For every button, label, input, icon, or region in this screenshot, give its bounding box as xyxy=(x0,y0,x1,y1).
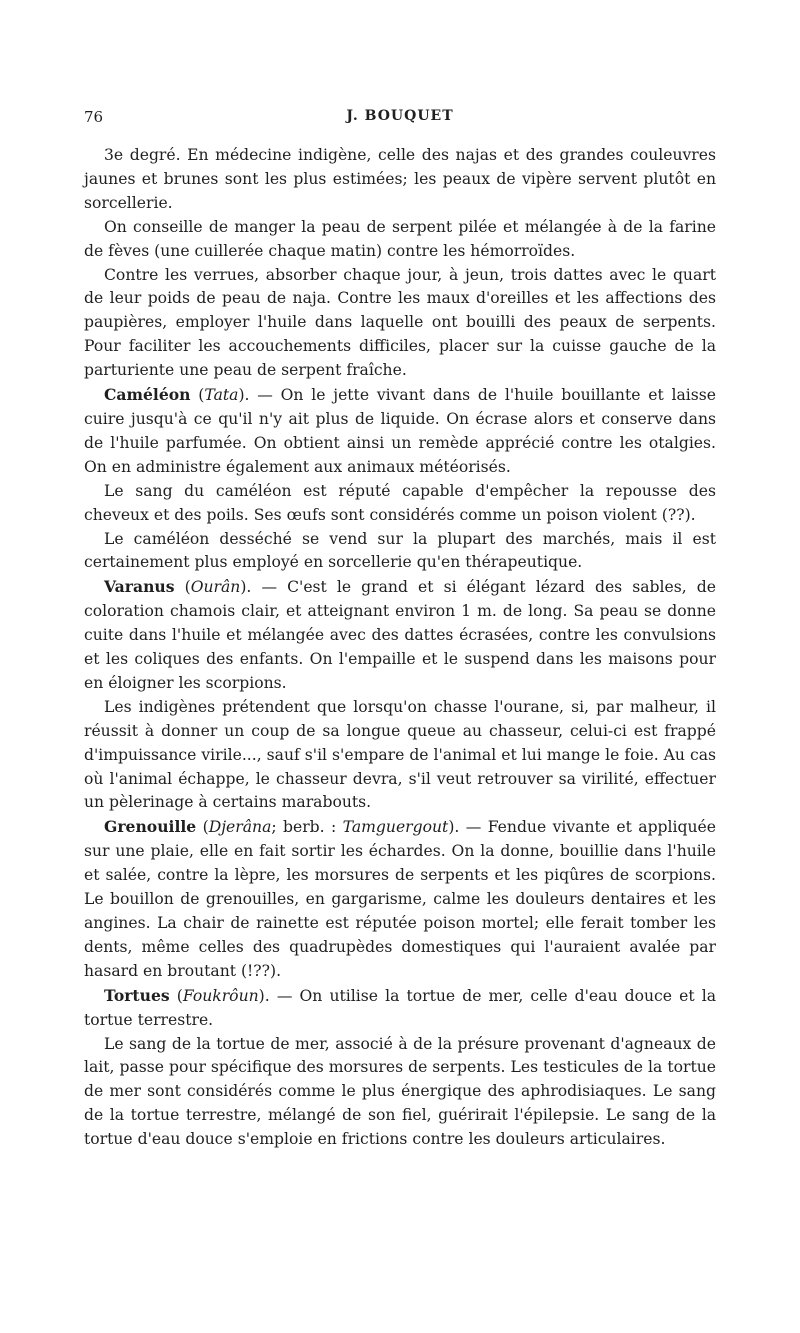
paragraph-text: Le sang de la tortue de mer, associé à de la présure provenant d'agneaux de lait, passe pour spécifique des morsures de serpents. Les testicules de la tortue de mer sont considérés comme le plus énergique des aphrodisiaques. Le sang de la tortue terrestre, mélangé de son fiel, guérirait l'épilepsie. Le sang de la tortue d'eau douce s'emploie en frictions contre les douleurs articulaires. xyxy=(84,1034,716,1149)
paragraph-text: Le sang du caméléon est réputé capable d'empêcher la repousse des cheveux et des poils. Ses œufs sont considérés comme un poison violent (??). xyxy=(84,481,716,524)
local-name-open: ( xyxy=(174,578,191,597)
page-number: 76 xyxy=(84,108,104,126)
entry-term: Tortues xyxy=(104,985,170,1005)
running-head: J. BOUQUET xyxy=(346,108,454,124)
local-name-separator: ; berb. : xyxy=(271,818,343,837)
paragraph-varanus xyxy=(84,575,716,696)
local-name-open: ( xyxy=(169,986,183,1005)
paragraph-text: — On utilise la tortue de mer, celle d'eau douce et la tortue terrestre. xyxy=(84,986,716,1029)
local-name-open: ( xyxy=(190,386,205,405)
paragraph xyxy=(84,144,716,216)
paragraph xyxy=(84,264,716,384)
berber-name: Tamguergout xyxy=(342,818,449,837)
local-name: Foukrôun xyxy=(182,986,259,1005)
paragraph xyxy=(84,528,716,576)
paragraph-grenouille xyxy=(84,815,716,983)
paragraph-text: Contre les verrues, absorber chaque jour, à jeun, trois dattes avec le quart de leur poids de peau de naja. Contre les maux d'oreilles et les affections des paupières, employer l'huile dans laquelle ont bouilli des peaux de serpents. Pour faciliter les accouchements difficiles, placer sur la cuisse gauche de la parturiente une peau de serpent fraîche. xyxy=(84,265,716,380)
paragraph xyxy=(84,1033,716,1153)
paragraph-text: Le caméléon desséché se vend sur la plupart des marchés, mais il est certainement plus employé en sorcellerie qu'en thérapeutique. xyxy=(84,529,716,572)
paragraph-text: Les indigènes prétendent que lorsqu'on chasse l'ourane, si, par malheur, il réussit à donner un coup de sa longue queue au chasseur, celui-ci est frappé d'impuissance virile..., sauf s'il s'empare de l'animal et lui mange le foie. Au cas où l'animal échappe, le chasseur devra, s'il veut retrouver sa virilité, effectuer un pèlerinage à certains marabouts. xyxy=(84,697,716,812)
local-name-close: ). xyxy=(258,986,270,1005)
local-name-open: ( xyxy=(196,818,209,837)
paragraph-text: — On le jette vivant dans de l'huile bouillante et laisse cuire jusqu'à ce qu'il n'y ait plus de liquide. On écrase alors et conserve dans de l'huile parfumée. On obtient ainsi un remède apprécié contre les otalgies. On en administre également aux animaux météorisés. xyxy=(84,386,716,476)
entry-term: Caméléon xyxy=(104,385,191,405)
paragraph-cameleon xyxy=(84,383,716,480)
paragraph-tortues xyxy=(84,984,716,1033)
entry-term: Grenouille xyxy=(104,817,197,837)
paragraph xyxy=(84,696,716,816)
page-header xyxy=(84,108,716,130)
paragraph-text: — C'est le grand et si élégant lézard des sables, de coloration chamois clair, et atteignant environ 1 m. de long. Sa peau se donne cuite dans l'huile et mélangée avec des dattes écrasées, contre les convulsions et les coliques des enfants. On l'empaille et le suspend dans les maisons pour en éloigner les scorpions. xyxy=(84,578,716,692)
paragraph-text: — Fendue vivante et appliquée sur une plaie, elle en fait sortir les échardes. On la donne, bouillie dans l'huile et salée, contre la lèpre, les morsures de serpents et les piqûres de scorpions. Le bouillon de grenouilles, en gargarisme, calme les douleurs dentaires et les angines. La chair de rainette est réputée poison mortel; elle ferait tomber les dents, même celles des quadrupèdes domestiques qui l'auraient avalée par hasard en broutant (!??). xyxy=(84,818,716,980)
paragraph xyxy=(84,480,716,528)
body-text xyxy=(84,144,716,1152)
local-name-close: ). xyxy=(240,578,252,597)
local-name: Djerâna xyxy=(208,818,272,837)
paragraph-text: On conseille de manger la peau de serpent pilée et mélangée à de la farine de fèves (une cuillerée chaque matin) contre les hémorroïdes. xyxy=(84,217,716,260)
entry-term: Varanus xyxy=(104,577,175,597)
local-name-close: ). xyxy=(448,818,460,837)
paragraph xyxy=(84,216,716,264)
local-name: Tata xyxy=(204,386,239,405)
local-name-close: ). xyxy=(238,386,250,405)
paragraph-text: 3e degré. En médecine indigène, celle des najas et des grandes couleuvres jaunes et brunes sont les plus estimées; les peaux de vipère servent plutôt en sorcellerie. xyxy=(84,146,716,212)
local-name: Ourân xyxy=(190,578,241,597)
